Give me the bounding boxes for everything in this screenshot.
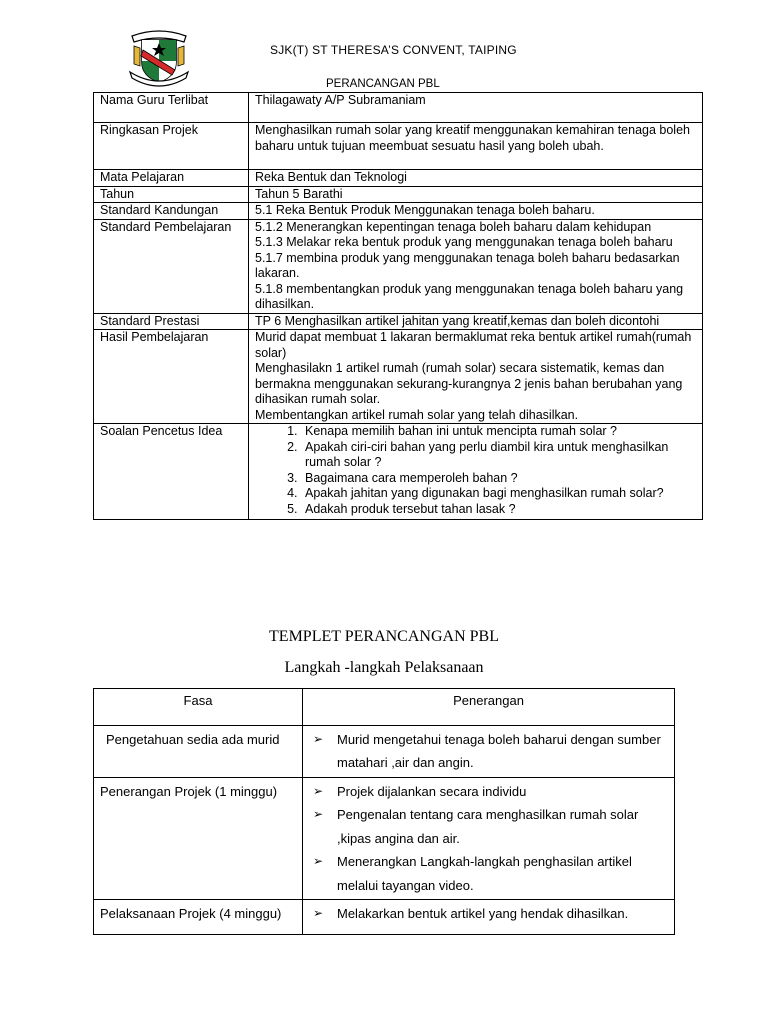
row-label: Standard Pembelajaran (94, 219, 249, 313)
info-table (93, 92, 703, 520)
outcome-line: Menghasilakn 1 artikel rumah (rumah solar) secara sistematik, kemas dan bermakna menggunakan sekurang-kurangnya 2 jenis bahan berubahan yang dihasikan rumah solar. (255, 361, 683, 406)
list-item: 1. Kenapa memilih bahan ini untuk mencipta rumah solar ? (301, 424, 696, 440)
phase-cell: Pelaksanaan Projek (4 minggu) (94, 900, 303, 935)
table-row (94, 313, 703, 330)
description-cell (303, 777, 675, 900)
learning-standard-line: 5.1.7 membina produk yang menggunakan tenaga boleh baharu bedasarkan lakaran. (255, 250, 680, 280)
phase-cell: Pengetahuan sedia ada murid (94, 725, 303, 777)
row-value (249, 330, 703, 424)
list-item: ➢ Murid mengetahui tenaga boleh baharui dengan sumber matahari ,air dan angin. (309, 728, 668, 775)
row-value: 5.1 Reka Bentuk Produk Menggunakan tenaga boleh baharu. (249, 203, 703, 220)
list-item: ➢ Menerangkan Langkah-langkah penghasilan artikel melalui tayangan video. (309, 850, 668, 897)
description-list (309, 902, 668, 926)
table-row (94, 424, 703, 520)
table-row (94, 93, 703, 123)
row-label: Standard Kandungan (94, 203, 249, 220)
list-item: ➢ Projek dijalankan secara individu (309, 780, 668, 804)
outcome-line: Membentangkan artikel rumah solar yang telah dihasilkan. (255, 407, 579, 422)
description-list (309, 728, 668, 775)
document-subtitle: PERANCANGAN PBL (326, 78, 440, 90)
table-row (94, 330, 703, 424)
row-label: Nama Guru Terlibat (94, 93, 249, 123)
column-header: Fasa (94, 689, 303, 726)
row-label: Hasil Pembelajaran (94, 330, 249, 424)
column-header: Penerangan (303, 689, 675, 726)
row-label: Mata Pelajaran (94, 170, 249, 187)
question-list (255, 424, 696, 517)
table-row (94, 203, 703, 220)
phase-cell: Penerangan Projek (1 minggu) (94, 777, 303, 900)
outcome-line: Murid dapat membuat 1 lakaran bermaklumat reka bentuk artikel rumah(rumah solar) (255, 330, 692, 360)
section-subtitle: Langkah -langkah Pelaksanaan (284, 659, 484, 676)
list-item: ➢ Melakarkan bentuk artikel yang hendak dihasilkan. (309, 902, 668, 926)
list-item: 3. Bagaimana cara memperoleh bahan ? (301, 471, 696, 487)
description-cell (303, 900, 675, 935)
table-row (94, 725, 675, 777)
list-item: ➢ Pengenalan tentang cara menghasilkan rumah solar ,kipas angina dan air. (309, 803, 668, 850)
description-cell (303, 725, 675, 777)
row-label: Tahun (94, 186, 249, 203)
learning-standard-line: 5.1.2 Menerangkan kepentingan tenaga boleh baharu dalam kehidupan (255, 219, 652, 234)
row-label: Standard Prestasi (94, 313, 249, 330)
table-row (94, 170, 703, 187)
table-row (94, 777, 675, 900)
learning-standard-line: 5.1.3 Melakar reka bentuk produk yang menggunakan tenaga boleh baharu (255, 235, 673, 249)
learning-standard-line: 5.1.8 membentangkan produk yang menggunakan tenaga boleh baharu yang dihasilkan. (255, 281, 684, 311)
school-name: SJK(T) ST THERESA’S CONVENT, TAIPING (270, 43, 517, 57)
row-value: Thilagawaty A/P Subramaniam (249, 93, 703, 123)
list-item: 2. Apakah ciri-ciri bahan yang perlu diambil kira untuk menghasilkan rumah solar ? (301, 440, 696, 471)
school-crest-icon (128, 26, 190, 88)
row-value (249, 219, 703, 313)
row-value (249, 424, 703, 520)
row-value: Menghasilkan rumah solar yang kreatif menggunakan kemahiran tenaga boleh baharu untuk tujuan meembuat sesuatu hasil yang boleh ubah. (249, 123, 703, 170)
list-item: 4. Apakah jahitan yang digunakan bagi menghasilkan rumah solar? (301, 486, 696, 502)
table-row (94, 186, 703, 203)
row-label: Soalan Pencetus Idea (94, 424, 249, 520)
table-header-row (94, 689, 675, 726)
description-list (309, 780, 668, 898)
section-title: TEMPLET PERANCANGAN PBL (269, 628, 499, 645)
table-row (94, 123, 703, 170)
row-label: Ringkasan Projek (94, 123, 249, 170)
phase-table (93, 688, 675, 935)
table-row (94, 219, 703, 313)
row-value: Tahun 5 Barathi (249, 186, 703, 203)
row-value: Reka Bentuk dan Teknologi (249, 170, 703, 187)
list-item: 5. Adakah produk tersebut tahan lasak ? (301, 502, 696, 518)
table-row (94, 900, 675, 935)
row-value: TP 6 Menghasilkan artikel jahitan yang kreatif,kemas dan boleh dicontohi (249, 313, 703, 330)
